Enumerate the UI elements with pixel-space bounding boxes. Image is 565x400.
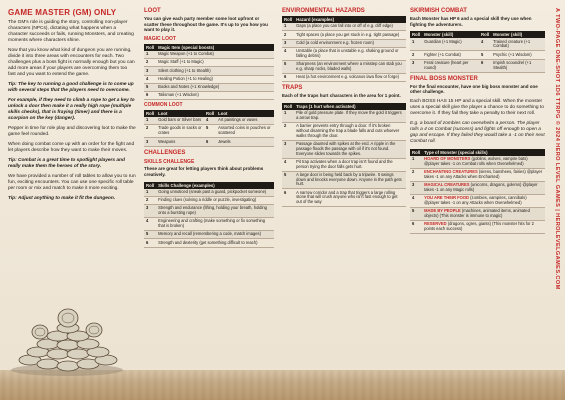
table-header: Magic Item (special boosts) bbox=[156, 44, 274, 51]
table-header: Skills Challenge (examples) bbox=[156, 182, 274, 189]
skills-challenge-table bbox=[144, 182, 274, 248]
roll-cell: 3 bbox=[144, 138, 156, 146]
table-row bbox=[144, 197, 274, 205]
trap-cell: Passage daunted with spikes at the end. A ripple in the passage floods the passage with oil if it's not found. Everyone slides towards the spikes. bbox=[294, 140, 406, 158]
table-row bbox=[144, 218, 274, 231]
roll-tables-paragraph: We have provided a number of roll tables to allow you to run fun, exciting encounters. You can use one specific roll table per room or mix and match to make it more exciting. bbox=[8, 174, 136, 192]
vertical-side-banner bbox=[551, 8, 561, 392]
roll-cell: 2 bbox=[282, 122, 294, 140]
roll-cell: 5 bbox=[204, 125, 216, 138]
table-row bbox=[144, 83, 274, 91]
table-row bbox=[144, 138, 274, 146]
game-master-title: GAME MASTER (GM) ONLY bbox=[8, 8, 117, 17]
table-row bbox=[410, 51, 545, 59]
roll-cell: 5 bbox=[144, 83, 156, 91]
monster-cell: Fighter (+1 Combat) bbox=[422, 51, 479, 59]
table-header: Loot bbox=[216, 110, 274, 117]
skirmish-intro: Each Monster has HP 6 and a special skill they use when fighting the adventurers. bbox=[410, 16, 532, 27]
roll-cell: 6 bbox=[479, 59, 491, 72]
traps-intro: Each of the traps hurt characters in the area for 1 point. bbox=[282, 93, 401, 99]
loot-cell: Weapons bbox=[156, 138, 204, 146]
boss-type: YOU ARE THEIR FOOD bbox=[424, 195, 470, 201]
table-header: Roll bbox=[412, 32, 421, 38]
table-header: Roll bbox=[146, 182, 155, 188]
roll-cell: 4 bbox=[204, 117, 216, 125]
hazard-cell: Cold (a cold environment e.g. frozen room) bbox=[294, 39, 406, 47]
table-header: Traps (1 hurt when activated) bbox=[294, 103, 406, 110]
table-header: Monster (skill) bbox=[491, 31, 545, 38]
hazards-table bbox=[282, 16, 406, 82]
boss-cell bbox=[422, 221, 545, 234]
combat-order-paragraph: When doing combat come up with an order for the fight and let players describe how they want to make their moves. bbox=[8, 142, 135, 154]
table-row bbox=[282, 31, 406, 39]
roll-cell: 3 bbox=[282, 140, 294, 158]
loot-title: LOOT bbox=[144, 8, 161, 14]
trap-cell: Pile of gold pressure plate. If they move the gold it triggers a arrow trap. bbox=[294, 110, 406, 123]
roll-cell: 3 bbox=[282, 39, 294, 47]
boss-example-paragraph: E.g. a board of zombies can overwhelm a person. The player rolls a 4 on Combat (success) and fights off enough to open a gap and escape. If they failed they would take a -1 on their next Combat roll. bbox=[410, 120, 545, 144]
table-row bbox=[144, 117, 274, 125]
roll-cell: 5 bbox=[144, 231, 156, 239]
table-row bbox=[144, 239, 274, 247]
common-loot-table bbox=[144, 110, 274, 147]
hazard-cell: Unstable (a place that is unstable e.g. shaking ground or falling debris) bbox=[294, 47, 406, 60]
table-row bbox=[282, 122, 406, 140]
boss-type: RESERVED bbox=[424, 221, 447, 227]
game-master-section bbox=[8, 8, 136, 206]
example-paragraph: For example, if they need to climb a rope to get a key to unlock a door then make it a really high rope (multiple skills checks), that is fraying (timer) and there is a scorpion on the key (danger). bbox=[8, 98, 135, 122]
boss-intro: For the final encounter, have one big boss monster and one other challenge. bbox=[410, 83, 538, 95]
boss-description: (unicorns, dragons, golems) @player takes -1 on any Magic rolls) bbox=[424, 182, 538, 193]
challenge-cell: Going unnoticed (sneak past a guard, pickpocket someone) bbox=[156, 189, 274, 197]
hazard-cell: Sharpness (an environment where a misstep can stab you e.g. sharp rocks, bladed walls) bbox=[294, 60, 406, 73]
table-row bbox=[282, 140, 406, 158]
item-cell: Magic Weapon (+1 to Combat) bbox=[156, 51, 274, 59]
hazard-cell: Gaps (a place you can fall into or off of e.g. cliff edge) bbox=[294, 23, 406, 31]
table-row bbox=[144, 231, 274, 239]
roll-cell: 4 bbox=[410, 195, 422, 208]
roll-cell: 3 bbox=[144, 205, 156, 218]
hazards-traps-section bbox=[282, 8, 406, 210]
boss-description: (dragons, ogres, giants) (This monster hits for 2 points each success) bbox=[424, 221, 534, 232]
table-row bbox=[410, 195, 545, 208]
table-header: Roll bbox=[146, 44, 155, 50]
roll-cell: 3 bbox=[410, 182, 422, 195]
roll-cell: 6 bbox=[144, 91, 156, 99]
hazards-title: ENVIRONMENTAL HAZARDS bbox=[282, 8, 365, 14]
boss-cell bbox=[422, 195, 545, 208]
boss-table bbox=[410, 149, 545, 234]
table-header: Roll bbox=[412, 149, 421, 155]
table-row bbox=[282, 39, 406, 47]
table-row bbox=[410, 156, 545, 169]
side-credit-text: A TWO-PAGE ONE-SHOT 1D6 TTRPG © 2024 HERO LEVEL GAMES | HEROLEVELGAMES.COM bbox=[554, 8, 560, 290]
roll-cell: 4 bbox=[282, 158, 294, 171]
boss-type: HOARD OF MONSTERS bbox=[424, 156, 471, 162]
hazard-cell: Heat (a hot environment e.g. volcanos lava flow or forge) bbox=[294, 73, 406, 81]
roll-cell: 6 bbox=[282, 189, 294, 207]
roll-cell: 4 bbox=[144, 75, 156, 83]
item-cell: Books and Notes (+1 Knowledge) bbox=[156, 83, 274, 91]
item-cell: Talisman (+1 Wisdom) bbox=[156, 91, 274, 99]
table-row bbox=[410, 208, 545, 221]
loot-cell: Assorted coins in pouches or scattered bbox=[216, 125, 274, 138]
loot-cell: Trade goods in sacks or crates bbox=[156, 125, 204, 138]
tip-adjust: Tip: Adjust anything to make it fit the dungeon. bbox=[8, 196, 116, 202]
boss-description: (goblins, wolves, vampire bats) @player takes -1 on Combat rolls when Overwhelmed) bbox=[424, 156, 528, 166]
table-row bbox=[144, 51, 274, 59]
roleplay-paragraph: Pepper in time for role play and discovering loot to make the game feel rounded. bbox=[8, 126, 136, 138]
item-cell: Silent clothing (+1 to Stealth) bbox=[156, 67, 274, 75]
table-row bbox=[410, 38, 545, 51]
roll-cell: 2 bbox=[144, 125, 156, 138]
skills-challenge-title: SKILLS CHALLENGE bbox=[144, 158, 195, 165]
table-row bbox=[144, 189, 274, 197]
roll-cell: 6 bbox=[144, 239, 156, 247]
boss-description: (sirens, banshees, fairies) @player takes -1 on any Attacks when Enchanted) bbox=[424, 169, 543, 179]
loot-section bbox=[144, 8, 274, 251]
tip-combat: Tip: Combat is a great time to spotlight players and really make them the heroes of the story. bbox=[8, 158, 125, 170]
tip-challenge: Tip: The key to running a good challenge is to come up with several steps that the players need to overcome. bbox=[8, 82, 134, 94]
gm-role-paragraph: The GM's role is guiding the story, controlling non-player characters (NPCs), dictating what happens when a character succeeds or fails, running Monsters, and creating moments where characters shine. bbox=[8, 20, 134, 44]
magic-loot-title: MAGIC LOOT bbox=[144, 35, 176, 42]
boss-hp-paragraph: Each BOSS HAS 15 HP and a special skill. When the monster uses a special skill give the player a chance to do something to overcome it. If they fail they take a penalty to their next roll. bbox=[410, 98, 544, 116]
table-row bbox=[410, 59, 545, 72]
table-row bbox=[410, 221, 545, 234]
roll-cell: 2 bbox=[410, 51, 422, 59]
table-row bbox=[144, 75, 274, 83]
trap-cell: A narrow corridor and a trap that triggers a large rolling stone that will crush anyone who isn't fast enough to get out of the way bbox=[294, 189, 406, 207]
skills-challenge-intro: These are great for letting players think about problems creatively. bbox=[144, 166, 264, 178]
table-row bbox=[410, 168, 545, 181]
monster-cell: Guardian (+1 Magic) bbox=[422, 38, 479, 51]
skirmish-title: SKIRMISH COMBAT bbox=[410, 8, 467, 14]
roll-cell: 5 bbox=[410, 208, 422, 221]
challenge-cell: Memory and recall (remembering a code, match images) bbox=[156, 231, 274, 239]
table-row bbox=[144, 67, 274, 75]
boss-title: FINAL BOSS MONSTER bbox=[410, 75, 478, 82]
dungeon-areas-paragraph: Now that you know what kind of dungeon you are running, divide it into three areas with encounters for each. Two challenges plus a boss fight is normally enough but you can add more areas if your players are overcoming them too fast and you want to extend the game. bbox=[8, 48, 135, 78]
traps-title: TRAPS bbox=[282, 85, 303, 92]
gold-coins-pile-image bbox=[8, 304, 126, 376]
roll-cell: 6 bbox=[204, 138, 216, 146]
traps-table bbox=[282, 103, 406, 208]
boss-cell bbox=[422, 208, 545, 221]
loot-cell: Art paintings or vases bbox=[216, 117, 274, 125]
challenge-cell: Finding clues (solving a riddle or puzzle, investigating) bbox=[156, 197, 274, 205]
common-loot-title: COMMON LOOT bbox=[144, 102, 183, 109]
table-row bbox=[282, 158, 406, 171]
skirmish-table bbox=[410, 31, 545, 72]
boss-cell bbox=[422, 156, 545, 169]
table-header: Monster (skill) bbox=[422, 31, 479, 38]
table-row bbox=[144, 125, 274, 138]
table-row bbox=[282, 189, 406, 207]
monster-cell: Feral creature (heart per round) bbox=[422, 59, 479, 72]
roll-cell: 1 bbox=[410, 156, 422, 169]
roll-cell: 5 bbox=[282, 60, 294, 73]
roll-cell: 1 bbox=[282, 23, 294, 31]
loot-cell: Jewels bbox=[216, 138, 274, 146]
table-row bbox=[144, 205, 274, 218]
table-row bbox=[282, 110, 406, 123]
roll-cell: 1 bbox=[144, 51, 156, 59]
roll-cell: 2 bbox=[410, 168, 422, 181]
roll-cell: 2 bbox=[282, 31, 294, 39]
boss-description: (zombies, vampires, cannibals) @player takes -1 on any Attacks when Overwhelmed) bbox=[424, 195, 527, 206]
challenge-cell: Strength and dexterity (get something difficult to reach) bbox=[156, 239, 274, 247]
roll-cell: 5 bbox=[282, 171, 294, 189]
monster-cell: Impish scoundrel (+1 Stealth) bbox=[491, 59, 545, 72]
table-header: Loot bbox=[156, 110, 204, 117]
boss-type: ENCHANTING CREATURES bbox=[424, 169, 478, 175]
roll-cell: 2 bbox=[144, 59, 156, 67]
roll-cell: 6 bbox=[282, 73, 294, 81]
table-header: Roll bbox=[205, 111, 215, 117]
trap-cell: Pit trap activates when a door trap isn't found and the person trying the door falls gets hurt. bbox=[294, 158, 406, 171]
roll-cell: 1 bbox=[144, 117, 156, 125]
roll-cell: 4 bbox=[479, 38, 491, 51]
trap-cell: A barrier prevents entry through a door. If it's broken without disarming the trap a blade falls and cuts whoever walks through the door. bbox=[294, 122, 406, 140]
table-row bbox=[144, 59, 274, 67]
item-cell: Magic Staff (+1 to Magic) bbox=[156, 59, 274, 67]
roll-cell: 4 bbox=[144, 218, 156, 231]
monster-cell: Trained creature (+1 Combat) bbox=[491, 38, 545, 51]
table-row bbox=[282, 60, 406, 73]
roll-cell: 1 bbox=[410, 38, 422, 51]
challenge-cell: Strength and endurance (lifting, holding your breath, holding onto a bursting rope) bbox=[156, 205, 274, 218]
table-row bbox=[282, 47, 406, 60]
roll-cell: 5 bbox=[479, 51, 491, 59]
roll-cell: 1 bbox=[282, 110, 294, 123]
table-row bbox=[282, 73, 406, 81]
loot-intro: You can give each party member some loot upfront or scatter these throughout the game. It's up to you how you want to play it. bbox=[144, 16, 268, 33]
table-row bbox=[282, 23, 406, 31]
roll-cell: 6 bbox=[410, 221, 422, 234]
challenges-title: CHALLENGES bbox=[144, 149, 186, 156]
monster-cell: Psychic (+1 Wisdom) bbox=[491, 51, 545, 59]
roll-cell: 3 bbox=[144, 67, 156, 75]
magic-loot-table bbox=[144, 44, 274, 100]
table-header: Type of Monster (special skills) bbox=[422, 149, 545, 156]
hazard-cell: Tight spaces (a place you get stuck in e.g. tight passage) bbox=[294, 31, 406, 39]
table-header: Roll bbox=[480, 32, 490, 38]
table-header: Roll bbox=[146, 111, 155, 117]
boss-cell bbox=[422, 168, 545, 181]
table-header: Roll bbox=[284, 103, 293, 109]
boss-description: (machines, animated items, animated objects) (This monster is immune to magic) bbox=[424, 208, 530, 219]
roll-cell: 2 bbox=[144, 197, 156, 205]
loot-cell: Gold bars or Silver bars bbox=[156, 117, 204, 125]
boss-type: MADE BY PEOPLE bbox=[424, 208, 461, 214]
table-row bbox=[282, 171, 406, 189]
table-row bbox=[144, 91, 274, 99]
trap-cell: A large door is being held back by a tripwire. It swings down and knocks everyone down. Anyone in the path gets hurt. bbox=[294, 171, 406, 189]
roll-cell: 1 bbox=[144, 189, 156, 197]
table-header: Roll bbox=[284, 17, 293, 23]
table-row bbox=[410, 182, 545, 195]
item-cell: Healing Potion (+1 to Healing) bbox=[156, 75, 274, 83]
boss-type: MAGICAL CREATURES bbox=[424, 182, 470, 188]
table-header: Hazard (examples) bbox=[294, 16, 406, 23]
boss-cell bbox=[422, 182, 545, 195]
challenge-cell: Engineering and crafting (make something or fix something that is broken) bbox=[156, 218, 274, 231]
roll-cell: 4 bbox=[282, 47, 294, 60]
combat-section bbox=[410, 8, 545, 237]
roll-cell: 3 bbox=[410, 59, 422, 72]
